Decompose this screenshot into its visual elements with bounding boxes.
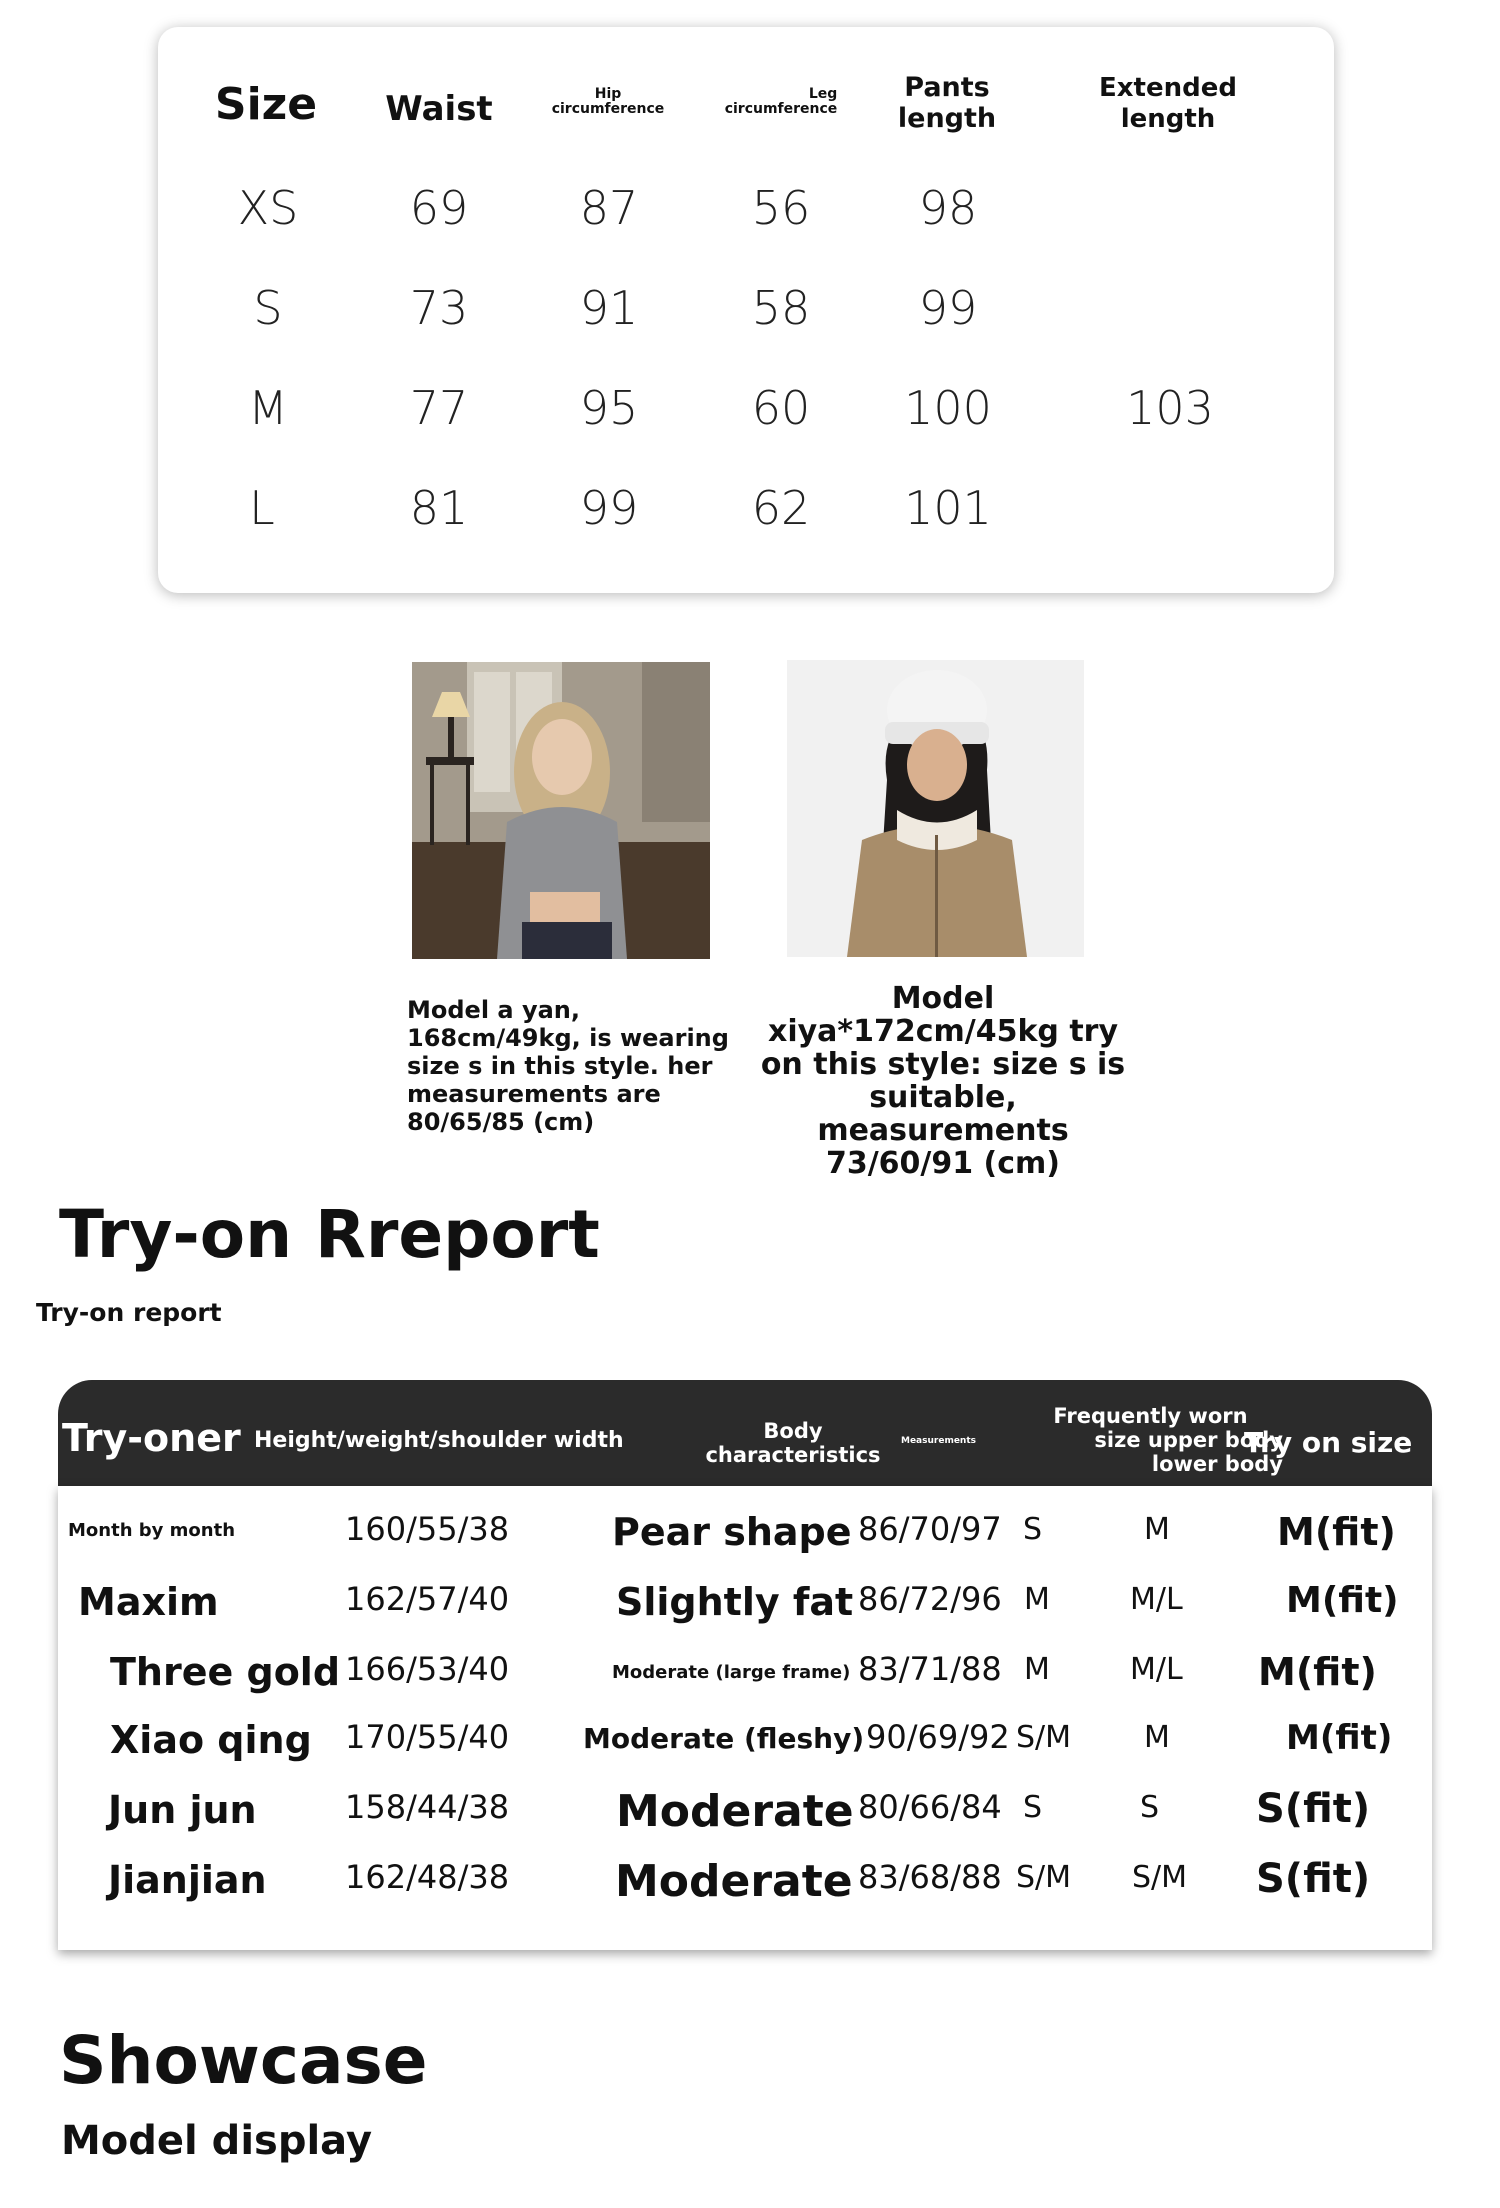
leg-header (725, 87, 838, 117)
waist-header: Waist (385, 89, 493, 129)
tryoner-lower-size: M (1144, 1720, 1170, 1755)
pants-cell: 101 (904, 481, 992, 535)
extended-header-line1: Extended (1099, 73, 1237, 103)
tryoner-hws: 162/57/40 (345, 1580, 510, 1618)
report-title: Try-on Rreport (59, 1196, 600, 1273)
extended-length-header (1099, 73, 1237, 135)
tryoner-measurements: 83/68/88 (858, 1858, 1002, 1896)
tryoner-hws: 170/55/40 (345, 1718, 510, 1756)
leg-header-line1: Leg (808, 86, 838, 102)
hip-header-line1: Hip (594, 86, 622, 102)
tryoner-lower-size: M (1144, 1512, 1170, 1547)
tryoner-hws: 158/44/38 (345, 1788, 510, 1826)
tryoner-tryon-size: M(fit) (1286, 1718, 1393, 1758)
model-b-caption: Model xiya*172cm/45kg try on this style: size s is suitable, measurements 73/60/91 (cm) (760, 981, 1126, 1181)
tryoner-hws: 162/48/38 (345, 1858, 510, 1896)
model-b-photo (787, 660, 1084, 957)
model-a-photo (412, 662, 710, 959)
hip-cell: 95 (579, 381, 639, 435)
pants-cell: 98 (918, 181, 978, 235)
tryoner-lower-size: M/L (1130, 1652, 1183, 1687)
hws-header: Height/weight/shoulder width (254, 1428, 624, 1453)
freq-header-line1: Frequently worn (1053, 1404, 1248, 1428)
pants-header-line2: length (897, 103, 997, 134)
model-a-caption: Model a yan, 168cm/49kg, is wearing size s in this style. her measurements are 80/65/85 (cm) (407, 996, 729, 1136)
tryoner-upper-size: S/M (1016, 1720, 1072, 1755)
size-chart-card (158, 27, 1334, 593)
leg-cell: 56 (751, 181, 811, 235)
tryoner-name: Jianjian (108, 1858, 267, 1902)
tryoner-upper-size: S/M (1016, 1860, 1072, 1895)
freq-header-line2: size upper body (1094, 1428, 1283, 1452)
tryon-report-table (58, 1380, 1432, 1950)
tryoner-lower-size: S/M (1132, 1860, 1188, 1895)
tryoner-body: Moderate (large frame) (612, 1662, 851, 1683)
tryoner-lower-size: M/L (1130, 1582, 1183, 1617)
tryoner-tryon-size: M(fit) (1277, 1510, 1396, 1554)
pants-cell: 99 (918, 281, 978, 335)
waist-cell: 73 (409, 281, 469, 335)
tryoner-measurements: 90/69/92 (866, 1718, 1010, 1756)
tryoner-body: Moderate (616, 1786, 854, 1837)
tryoner-upper-size: S (1023, 1512, 1043, 1547)
body-characteristics-header (658, 1419, 928, 1467)
tryoner-name: Maxim (78, 1580, 219, 1624)
size-header: Size (214, 79, 318, 130)
try-on-size-header: Try on size (1244, 1426, 1413, 1459)
tryoner-measurements: 86/70/97 (858, 1510, 1002, 1548)
report-table-header (58, 1380, 1432, 1486)
pants-length-header (898, 72, 996, 134)
pants-header-line1: Pants (904, 72, 990, 103)
tryoner-body: Slightly fat (616, 1580, 854, 1624)
leg-cell: 60 (751, 381, 811, 435)
tryoner-upper-size: M (1024, 1652, 1050, 1687)
tryoner-hws: 166/53/40 (345, 1650, 510, 1688)
freq-header-line3: lower body (1151, 1452, 1283, 1476)
waist-cell: 81 (409, 481, 469, 535)
hip-header-line2: circumference (551, 101, 665, 117)
tryoner-measurements: 86/72/96 (858, 1580, 1002, 1618)
tryoner-name: Jun jun (108, 1788, 257, 1832)
tryoner-hws: 160/55/38 (345, 1510, 510, 1548)
tryoner-name: Month by month (68, 1520, 236, 1541)
tryoner-upper-size: S (1023, 1790, 1043, 1825)
report-table-body (58, 1486, 1432, 1950)
tryoner-tryon-size: S(fit) (1256, 1856, 1371, 1902)
hip-cell: 91 (579, 281, 639, 335)
tryoner-tryon-size: M(fit) (1286, 1580, 1399, 1621)
size-cell: M (248, 381, 288, 435)
size-cell: L (249, 481, 275, 535)
tryoner-lower-size: S (1140, 1790, 1160, 1825)
size-cell: XS (237, 181, 299, 235)
body-header-line2: characteristics (705, 1443, 881, 1467)
pants-cell: 100 (904, 381, 992, 435)
extended-header-line2: length (1120, 104, 1216, 134)
hip-cell: 87 (579, 181, 639, 235)
tryoner-body: Pear shape (612, 1510, 852, 1554)
leg-cell: 58 (751, 281, 811, 335)
tryoner-measurements: 80/66/84 (858, 1788, 1002, 1826)
leg-cell: 62 (751, 481, 811, 535)
tryoner-name: Three gold (110, 1650, 341, 1694)
extended-cell: 103 (1126, 381, 1214, 435)
tryoner-body: Moderate (615, 1856, 853, 1907)
waist-cell: 77 (409, 381, 469, 435)
hip-header (552, 87, 665, 117)
tryoner-tryon-size: S(fit) (1256, 1786, 1371, 1832)
body-header-line1: Body (763, 1419, 823, 1443)
tryoner-upper-size: M (1024, 1582, 1050, 1617)
showcase-subtitle: Model display (61, 2118, 373, 2164)
waist-cell: 69 (409, 181, 469, 235)
tryoner-tryon-size: M(fit) (1258, 1650, 1377, 1694)
measurements-header: Measurements (901, 1436, 976, 1446)
tryoner-name: Xiao qing (110, 1718, 312, 1762)
tryoner-header: Try-oner (62, 1416, 241, 1460)
hip-cell: 99 (579, 481, 639, 535)
size-cell: S (253, 281, 283, 335)
showcase-title: Showcase (59, 2022, 428, 2099)
report-subtitle: Try-on report (36, 1298, 222, 1327)
tryoner-body: Moderate (fleshy) (583, 1722, 865, 1755)
tryoner-measurements: 83/71/88 (858, 1650, 1002, 1688)
leg-header-line2: circumference (724, 101, 838, 117)
